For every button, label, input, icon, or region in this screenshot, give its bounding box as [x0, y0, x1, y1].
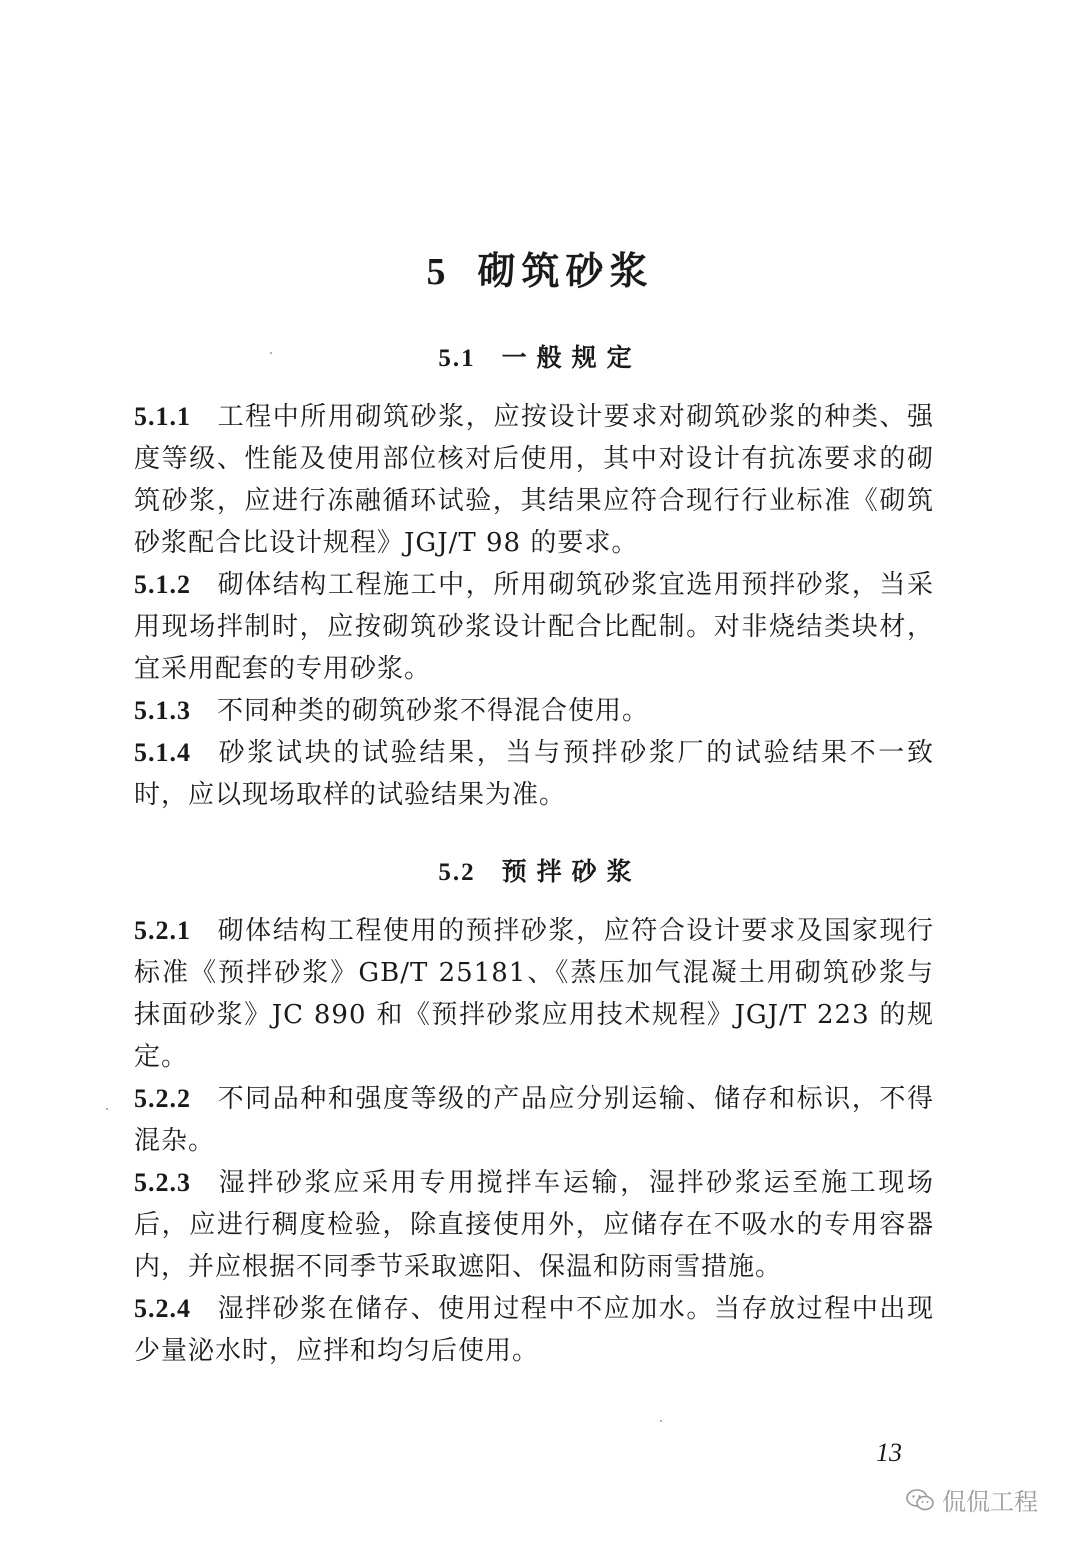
clause-text: 不同种类的砌筑砂浆不得混合使用。 [217, 696, 650, 726]
chapter-title-text: 砌筑砂浆 [477, 249, 654, 293]
clause [134, 1078, 934, 1162]
scan-speck [660, 1420, 662, 1422]
scan-speck [106, 1108, 108, 1110]
chapter-number: 5 [426, 251, 452, 293]
clause-text: 工程中所用砌筑砂浆，应按设计要求对砌筑砂浆的种类、强度等级、性能及使用部位核对后使用，其中对设计有抗冻要求的砌筑砂浆，应进行冻融循环试验，其结果应符合现行行业标准《砌筑砂浆配合比设计规程》JGJ/T 98 的要求。 [134, 402, 934, 558]
clause [134, 396, 934, 564]
section-title-text: 预拌砂浆 [501, 857, 642, 886]
clause-number: 5.2.3 [134, 1168, 191, 1197]
clause-text: 湿拌砂浆应采用专用搅拌车运输，湿拌砂浆运至施工现场后，应进行稠度检验，除直接使用外，应储存在不吸水的专用容器内，并应根据不同季节采取遮阳、保温和防雨雪措施。 [134, 1168, 934, 1282]
clause-number: 5.1.4 [134, 738, 191, 767]
clause-text: 砌体结构工程施工中，所用砌筑砂浆宜选用预拌砂浆，当采用现场拌制时，应按砌筑砂浆设计配合比配制。对非烧结类块材，宜采用配套的专用砂浆。 [134, 570, 934, 684]
clause-number: 5.1.2 [134, 570, 191, 599]
page-number: 13 [876, 1438, 902, 1467]
section-body [134, 910, 934, 1372]
section-title [0, 852, 1080, 888]
clause-number: 5.1.3 [134, 696, 191, 725]
clause-number: 5.2.4 [134, 1294, 191, 1323]
section-number: 5.1 [438, 345, 476, 372]
clause-text: 砂浆试块的试验结果，当与预拌砂浆厂的试验结果不一致时，应以现场取样的试验结果为准。 [134, 738, 934, 810]
wechat-icon [906, 1489, 934, 1511]
clause [134, 564, 934, 690]
clause-number: 5.1.1 [134, 402, 191, 431]
section-title-text: 一般规定 [501, 343, 642, 372]
chapter-title [0, 240, 1080, 295]
scan-speck [270, 352, 272, 354]
section-body [134, 396, 934, 816]
section-number: 5.2 [438, 859, 476, 886]
clause [134, 1162, 934, 1288]
clause-number: 5.2.2 [134, 1084, 191, 1113]
clause [134, 910, 934, 1078]
clause [134, 690, 934, 732]
clause [134, 732, 934, 816]
clause-text: 湿拌砂浆在储存、使用过程中不应加水。当存放过程中出现少量泌水时，应拌和均匀后使用。 [134, 1294, 934, 1366]
clause-text: 砌体结构工程使用的预拌砂浆，应符合设计要求及国家现行标准《预拌砂浆》GB/T 25181、《蒸压加气混凝土用砌筑砂浆与抹面砂浆》JC 890 和《预拌砂浆应用技术规程》JGJ/T 223 的规定。 [134, 916, 934, 1072]
watermark [906, 1482, 1038, 1517]
watermark-text: 侃侃工程 [942, 1488, 1038, 1516]
clause-text: 不同品种和强度等级的产品应分别运输、储存和标识，不得混杂。 [134, 1084, 934, 1156]
clause-number: 5.2.1 [134, 916, 191, 945]
clause [134, 1288, 934, 1372]
section-title [0, 338, 1080, 374]
